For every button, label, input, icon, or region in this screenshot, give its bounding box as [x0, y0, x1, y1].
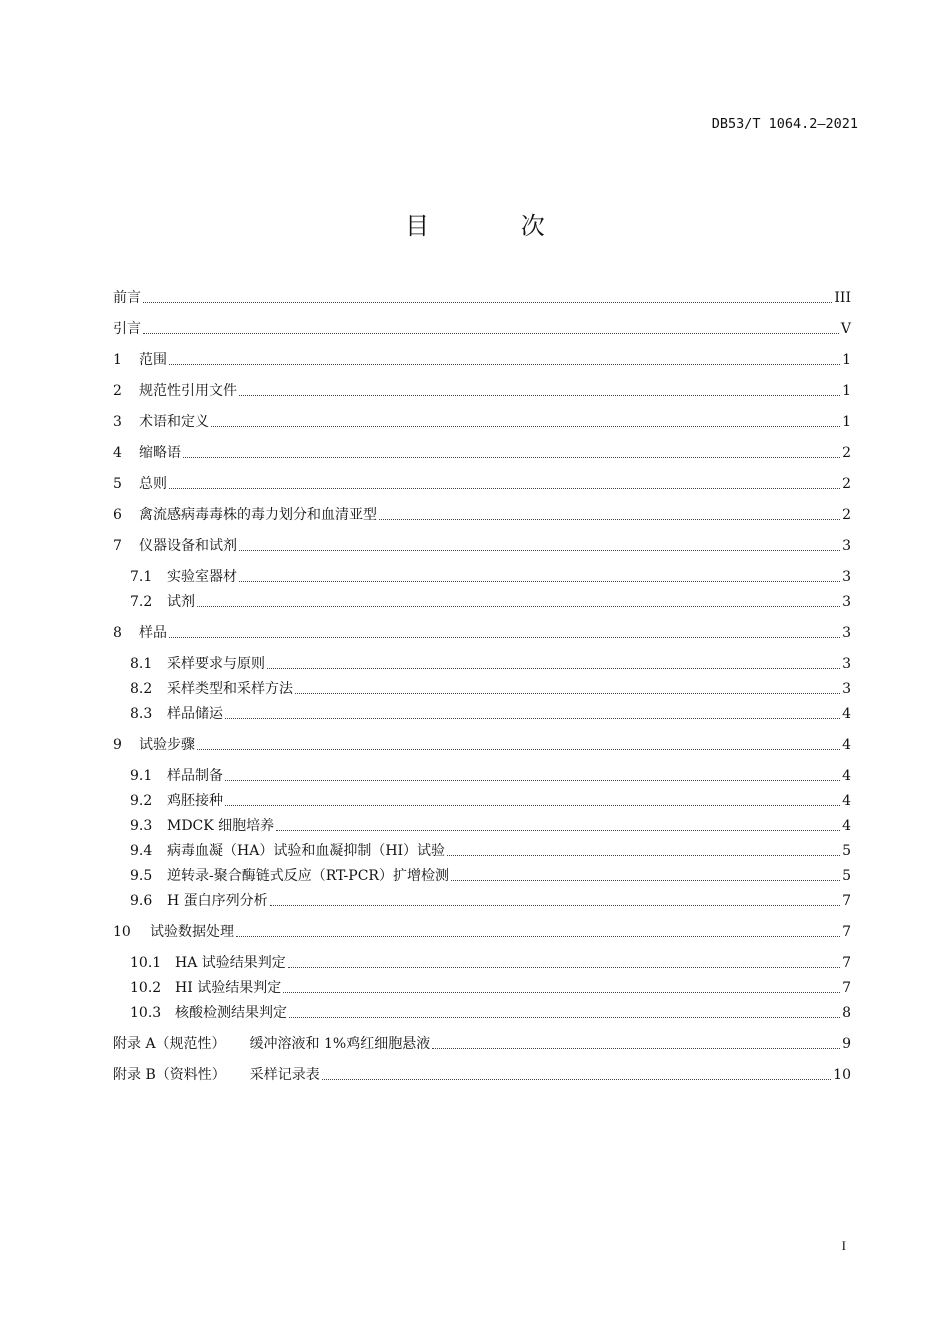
toc-entry-label: 试验步骤 — [139, 737, 195, 753]
toc-entry[interactable] — [130, 704, 851, 724]
toc-dot-leader — [239, 581, 840, 582]
toc-dot-leader — [225, 718, 840, 719]
toc-entry-page: 4 — [842, 706, 851, 722]
toc-dot-leader — [276, 830, 840, 831]
toc-dot-leader — [283, 992, 840, 993]
toc-dot-leader — [379, 519, 840, 520]
toc-entry-number: 附录 B（资料性） — [113, 1067, 226, 1083]
toc-entry-page: V — [840, 321, 851, 337]
toc-entry-label: 仪器设备和试剂 — [139, 538, 237, 554]
toc-entry[interactable] — [130, 592, 851, 612]
toc-entry-page: 7 — [842, 955, 851, 971]
toc-entry[interactable] — [113, 505, 851, 525]
toc-entry-page: 5 — [842, 843, 851, 859]
toc-entry-number: 8 — [113, 625, 122, 641]
toc-dot-leader — [447, 855, 840, 856]
toc-entry-label: 鸡胚接种 — [167, 793, 223, 809]
toc-entry[interactable] — [130, 891, 851, 911]
toc-entry-page: 4 — [842, 793, 851, 809]
toc-entry-number: 9.6 — [130, 893, 153, 909]
toc-entry-page: 4 — [842, 737, 851, 753]
toc-entry-page: 2 — [842, 445, 851, 461]
toc-dot-leader — [169, 637, 840, 638]
toc-entry-page: 1 — [842, 352, 851, 368]
toc-entry-number: 9.2 — [130, 793, 153, 809]
toc-entry-label: 前言 — [113, 290, 141, 306]
toc-dot-leader — [225, 780, 840, 781]
toc-entry[interactable] — [113, 288, 851, 308]
toc-entry-label: 采样要求与原则 — [167, 656, 265, 672]
toc-entry-label: 禽流感病毒毒株的毒力划分和血清亚型 — [139, 507, 377, 523]
toc-entry-page: 3 — [842, 569, 851, 585]
toc-entry-page: 1 — [842, 414, 851, 430]
toc-entry-number: 6 — [113, 507, 122, 523]
toc-entry[interactable] — [130, 791, 851, 811]
toc-entry-page: 2 — [842, 476, 851, 492]
toc-entry-label: HA 试验结果判定 — [175, 955, 286, 971]
toc-dot-leader — [322, 1079, 831, 1080]
toc-entry-page: 8 — [842, 1005, 851, 1021]
toc-entry-label: H 蛋白序列分析 — [167, 893, 268, 909]
toc-entry-page: 3 — [842, 594, 851, 610]
toc-entry-label: 病毒血凝（HA）试验和血凝抑制（HI）试验 — [167, 843, 446, 859]
toc-entry-label: MDCK 细胞培养 — [167, 818, 275, 834]
toc-entry-number: 8.2 — [130, 681, 153, 697]
toc-dot-leader — [143, 302, 832, 303]
toc-entry[interactable] — [130, 679, 851, 699]
toc-dot-leader — [288, 967, 840, 968]
toc-entry[interactable] — [130, 866, 851, 886]
toc-entry[interactable] — [113, 735, 851, 755]
toc-entry-page: 7 — [842, 893, 851, 909]
toc-entry-number: 10.2 — [130, 980, 162, 996]
toc-entry-number: 8.3 — [130, 706, 153, 722]
toc-entry[interactable] — [130, 567, 851, 587]
toc-entry[interactable] — [113, 1034, 851, 1054]
toc-entry[interactable] — [113, 1065, 851, 1085]
toc-entry-page: 5 — [842, 868, 851, 884]
toc-entry-number: 3 — [113, 414, 122, 430]
toc-entry[interactable] — [130, 953, 851, 973]
toc-dot-leader — [432, 1048, 840, 1049]
toc-dot-leader — [295, 693, 840, 694]
toc-dot-leader — [197, 606, 840, 607]
toc-entry-label: 总则 — [139, 476, 167, 492]
toc-dot-leader — [239, 395, 840, 396]
toc-entry[interactable] — [130, 841, 851, 861]
toc-entry-number: 4 — [113, 445, 122, 461]
toc-dot-leader — [225, 805, 840, 806]
toc-dot-leader — [169, 364, 840, 365]
toc-entry-page: 9 — [842, 1036, 851, 1052]
toc-dot-leader — [270, 905, 840, 906]
toc-entry-label: 缩略语 — [139, 445, 181, 461]
toc-entry-page: 1 — [842, 383, 851, 399]
toc-dot-leader — [183, 457, 840, 458]
toc-entry-label: 试验数据处理 — [150, 924, 234, 940]
toc-entry[interactable] — [130, 1003, 851, 1023]
toc-entry-label: 范围 — [139, 352, 167, 368]
toc-entry[interactable] — [130, 766, 851, 786]
toc-entry-label: 引言 — [113, 321, 141, 337]
page-number: I — [841, 1238, 846, 1253]
toc-entry-page: 7 — [842, 980, 851, 996]
toc-entry-number: 10.3 — [130, 1005, 162, 1021]
toc-entry-label: 采样记录表 — [249, 1067, 320, 1083]
toc-entry-label: 规范性引用文件 — [139, 383, 237, 399]
toc-entry-label: 缓冲溶液和 1%鸡红细胞悬液 — [249, 1036, 431, 1052]
toc-entry-page: 7 — [842, 924, 851, 940]
toc-entry-number: 9.1 — [130, 768, 153, 784]
toc-entry-page: 3 — [842, 625, 851, 641]
toc-entry-page: 10 — [833, 1067, 851, 1083]
toc-entry[interactable] — [113, 474, 851, 494]
toc-entry-number: 9.3 — [130, 818, 153, 834]
toc-entry[interactable] — [113, 412, 851, 432]
toc-entry-number: 2 — [113, 383, 122, 399]
toc-entry-page: 4 — [842, 818, 851, 834]
toc-entry-page: 3 — [842, 538, 851, 554]
toc-entry-label: 术语和定义 — [139, 414, 209, 430]
toc-entry-label: 采样类型和采样方法 — [167, 681, 293, 697]
toc-entry[interactable] — [113, 536, 851, 556]
toc-entry-label: 实验室器材 — [167, 569, 237, 585]
toc-entry[interactable] — [113, 381, 851, 401]
toc-entry[interactable] — [130, 654, 851, 674]
toc-dot-leader — [267, 668, 840, 669]
toc-entry-number: 7 — [113, 538, 122, 554]
toc-dot-leader — [143, 333, 839, 334]
toc-entry-number: 9.4 — [130, 843, 153, 859]
toc-entry[interactable] — [113, 443, 851, 463]
toc-entry-label: HI 试验结果判定 — [175, 980, 282, 996]
toc-entry-number: 10 — [113, 924, 131, 940]
toc-dot-leader — [236, 936, 840, 937]
toc-entry-label: 样品储运 — [167, 706, 223, 722]
toc-dot-leader — [169, 488, 840, 489]
toc-entry-label: 核酸检测结果判定 — [175, 1005, 287, 1021]
toc-entry-label: 样品 — [139, 625, 167, 641]
toc-entry-label: 试剂 — [167, 594, 195, 610]
toc-entry-label: 逆转录-聚合酶链式反应（RT-PCR）扩增检测 — [167, 868, 449, 884]
toc-entry-number: 9 — [113, 737, 122, 753]
toc-entry-number: 7.1 — [130, 569, 153, 585]
toc-entry[interactable] — [113, 922, 851, 942]
toc-entry-page: III — [834, 290, 851, 306]
toc-entry[interactable] — [113, 350, 851, 370]
toc-entry-page: 4 — [842, 768, 851, 784]
toc-entry[interactable] — [113, 319, 851, 339]
toc-dot-leader — [211, 426, 840, 427]
toc-dot-leader — [197, 749, 840, 750]
toc-entry-number: 10.1 — [130, 955, 162, 971]
toc-dot-leader — [239, 550, 840, 551]
toc-entry-number: 附录 A（规范性） — [113, 1036, 226, 1052]
toc-entry-number: 7.2 — [130, 594, 153, 610]
toc-entry-number: 9.5 — [130, 868, 153, 884]
toc-entry[interactable] — [130, 816, 851, 836]
toc-entry[interactable] — [113, 623, 851, 643]
toc-entry-number: 8.1 — [130, 656, 153, 672]
toc-entry-page: 2 — [842, 507, 851, 523]
toc-dot-leader — [289, 1017, 840, 1018]
toc-entry-label: 样品制备 — [167, 768, 223, 784]
toc-entry-number: 5 — [113, 476, 122, 492]
toc-entry-page: 3 — [842, 656, 851, 672]
page-title: 目 次 — [405, 212, 587, 240]
toc-entry-number: 1 — [113, 352, 122, 368]
toc-entry[interactable] — [130, 978, 851, 998]
toc-entry-page: 3 — [842, 681, 851, 697]
toc-dot-leader — [451, 880, 840, 881]
document-code: DB53/T 1064.2—2021 — [711, 116, 858, 132]
